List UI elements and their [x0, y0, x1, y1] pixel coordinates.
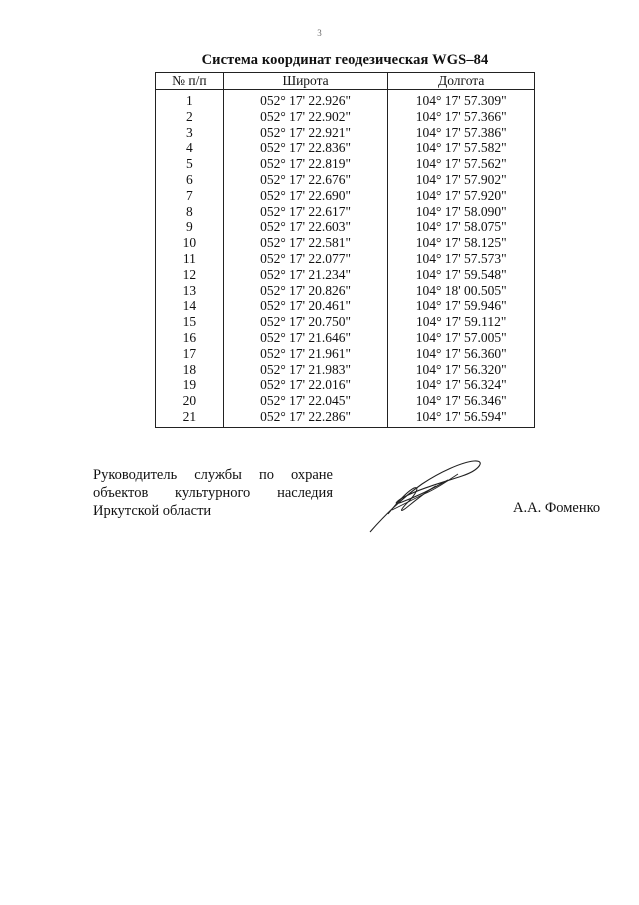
table-row — [156, 346, 535, 362]
longitude-cell: 104° 17' 57.920" — [388, 188, 535, 204]
table-row — [156, 90, 535, 109]
table-row — [156, 362, 535, 378]
row-number: 18 — [156, 362, 224, 378]
latitude-cell: 052° 17' 22.603" — [223, 219, 388, 235]
table-row — [156, 172, 535, 188]
table-row — [156, 156, 535, 172]
row-number: 21 — [156, 409, 224, 427]
table-row — [156, 267, 535, 283]
row-number: 14 — [156, 298, 224, 314]
row-number: 2 — [156, 109, 224, 125]
position-line-2: объектов культурного наследия — [93, 485, 333, 501]
latitude-cell: 052° 17' 22.921" — [223, 125, 388, 141]
latitude-cell: 052° 17' 20.461" — [223, 298, 388, 314]
longitude-cell: 104° 17' 59.548" — [388, 267, 535, 283]
longitude-cell: 104° 17' 56.324" — [388, 377, 535, 393]
table-row — [156, 377, 535, 393]
latitude-cell: 052° 17' 21.646" — [223, 330, 388, 346]
row-number: 20 — [156, 393, 224, 409]
row-number: 19 — [156, 377, 224, 393]
page-number: 3 — [317, 28, 322, 38]
table-row — [156, 283, 535, 299]
position-line-3: Иркутской области — [93, 503, 212, 519]
longitude-cell: 104° 17' 59.946" — [388, 298, 535, 314]
column-header-number: № п/п — [156, 73, 224, 90]
latitude-cell: 052° 17' 22.617" — [223, 204, 388, 220]
latitude-cell: 052° 17' 20.750" — [223, 314, 388, 330]
signature-stroke — [370, 461, 480, 532]
latitude-cell: 052° 17' 22.926" — [223, 90, 388, 109]
column-header-latitude: Широта — [223, 73, 388, 90]
table-header — [156, 73, 535, 90]
longitude-cell: 104° 17' 57.562" — [388, 156, 535, 172]
latitude-cell: 052° 17' 21.234" — [223, 267, 388, 283]
longitude-cell: 104° 17' 58.125" — [388, 235, 535, 251]
row-number: 16 — [156, 330, 224, 346]
longitude-cell: 104° 17' 56.320" — [388, 362, 535, 378]
longitude-cell: 104° 17' 57.366" — [388, 109, 535, 125]
table-row — [156, 140, 535, 156]
table-row — [156, 235, 535, 251]
latitude-cell: 052° 17' 22.016" — [223, 377, 388, 393]
row-number: 13 — [156, 283, 224, 299]
latitude-cell: 052° 17' 22.819" — [223, 156, 388, 172]
row-number: 1 — [156, 90, 224, 109]
row-number: 12 — [156, 267, 224, 283]
longitude-cell: 104° 17' 56.346" — [388, 393, 535, 409]
longitude-cell: 104° 17' 56.360" — [388, 346, 535, 362]
latitude-cell: 052° 17' 20.826" — [223, 283, 388, 299]
row-number: 3 — [156, 125, 224, 141]
latitude-cell: 052° 17' 21.961" — [223, 346, 388, 362]
table-body — [156, 90, 535, 428]
row-number: 4 — [156, 140, 224, 156]
longitude-cell: 104° 17' 58.075" — [388, 219, 535, 235]
table-row — [156, 251, 535, 267]
row-number: 7 — [156, 188, 224, 204]
latitude-cell: 052° 17' 22.690" — [223, 188, 388, 204]
longitude-cell: 104° 17' 58.090" — [388, 204, 535, 220]
table-row — [156, 298, 535, 314]
position-line-1: Руководитель службы по охране — [93, 467, 333, 483]
table-row — [156, 109, 535, 125]
latitude-cell: 052° 17' 21.983" — [223, 362, 388, 378]
coordinates-table — [155, 72, 535, 428]
longitude-cell: 104° 17' 57.005" — [388, 330, 535, 346]
row-number: 15 — [156, 314, 224, 330]
latitude-cell: 052° 17' 22.286" — [223, 409, 388, 427]
row-number: 17 — [156, 346, 224, 362]
longitude-cell: 104° 18' 00.505" — [388, 283, 535, 299]
row-number: 11 — [156, 251, 224, 267]
latitude-cell: 052° 17' 22.836" — [223, 140, 388, 156]
longitude-cell: 104° 17' 56.594" — [388, 409, 535, 427]
longitude-cell: 104° 17' 59.112" — [388, 314, 535, 330]
longitude-cell: 104° 17' 57.902" — [388, 172, 535, 188]
table-title: Система координат геодезическая WGS–84 — [201, 52, 489, 68]
row-number: 6 — [156, 172, 224, 188]
table-row — [156, 314, 535, 330]
longitude-cell: 104° 17' 57.309" — [388, 90, 535, 109]
longitude-cell: 104° 17' 57.573" — [388, 251, 535, 267]
table-row — [156, 188, 535, 204]
latitude-cell: 052° 17' 22.045" — [223, 393, 388, 409]
table-row — [156, 125, 535, 141]
table-row — [156, 330, 535, 346]
row-number: 10 — [156, 235, 224, 251]
latitude-cell: 052° 17' 22.077" — [223, 251, 388, 267]
signer-name: А.А. Фоменко — [513, 500, 601, 516]
latitude-cell: 052° 17' 22.902" — [223, 109, 388, 125]
table-row — [156, 204, 535, 220]
row-number: 9 — [156, 219, 224, 235]
row-number: 8 — [156, 204, 224, 220]
column-header-longitude: Долгота — [388, 73, 535, 90]
row-number: 5 — [156, 156, 224, 172]
latitude-cell: 052° 17' 22.676" — [223, 172, 388, 188]
handwritten-signature — [362, 452, 492, 536]
table-row — [156, 219, 535, 235]
signature-position — [93, 466, 333, 520]
table-row — [156, 393, 535, 409]
latitude-cell: 052° 17' 22.581" — [223, 235, 388, 251]
table-row — [156, 409, 535, 427]
longitude-cell: 104° 17' 57.386" — [388, 125, 535, 141]
longitude-cell: 104° 17' 57.582" — [388, 140, 535, 156]
